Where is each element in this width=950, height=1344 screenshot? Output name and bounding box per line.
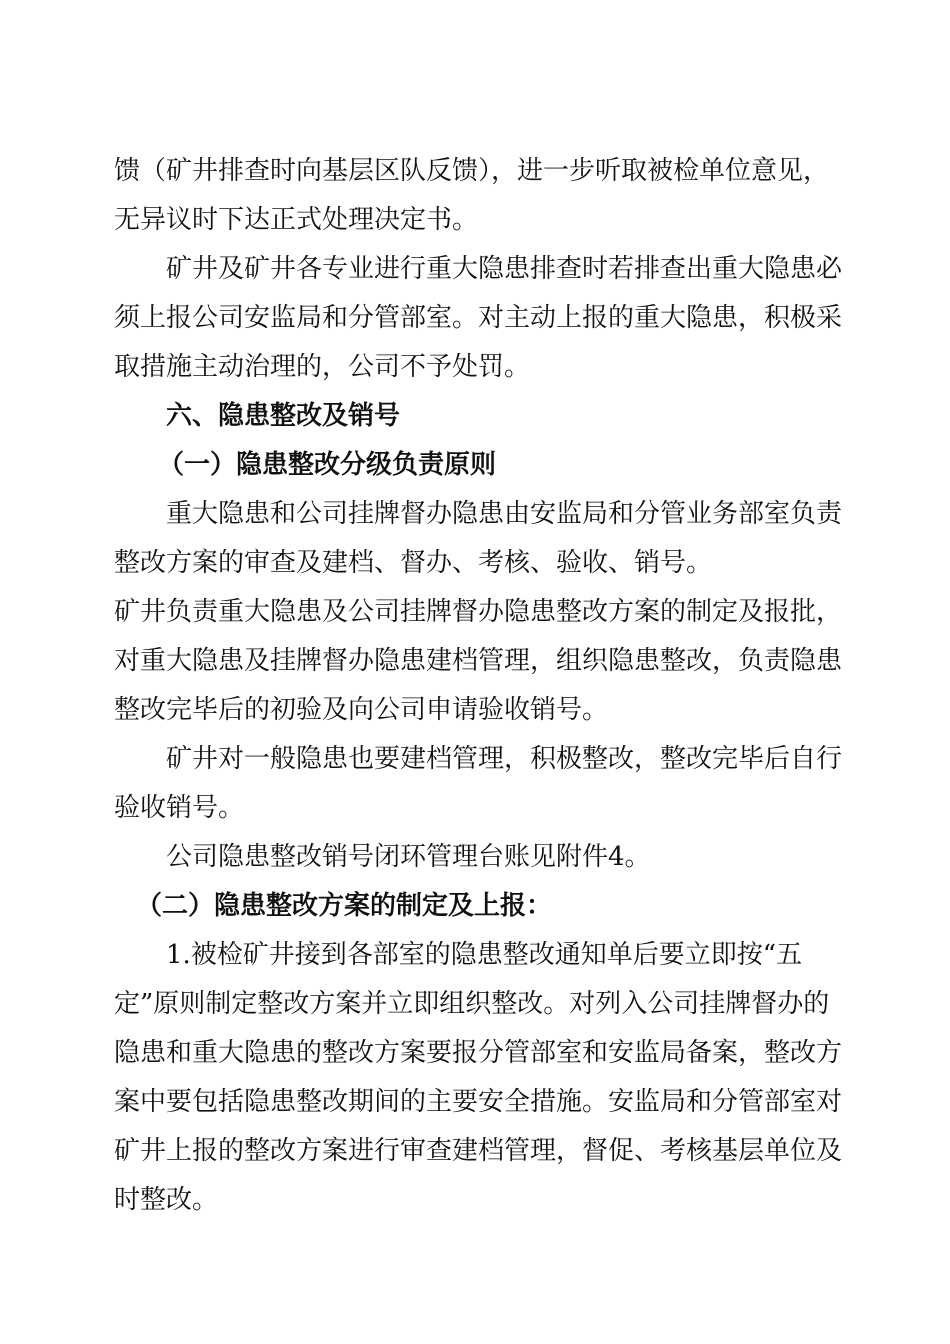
body-text-line: 取措施主动治理的，公司不予处罚。	[114, 352, 531, 382]
subsection-heading: （一）隐患整改分级负责原则	[158, 450, 497, 480]
body-text-line: 定”原则制定整改方案并立即组织整改。对列入公司挂牌督办的	[114, 989, 830, 1019]
body-text-line: 矿井及矿井各专业进行重大隐患排查时若排查出重大隐患必	[166, 254, 843, 284]
body-text-line: 矿井上报的整改方案进行审查建档管理，督促、考核基层单位及	[114, 1136, 843, 1166]
body-text-line: 矿井负责重大隐患及公司挂牌督办隐患整改方案的制定及报批，	[114, 597, 843, 627]
body-text-line: 整改完毕后的初验及向公司申请验收销号。	[114, 695, 609, 725]
body-text-line: 矿井对一般隐患也要建档管理，积极整改，整改完毕后自行	[166, 744, 843, 774]
body-text-line: 无异议时下达正式处理决定书。	[114, 205, 479, 235]
body-text-line: 对重大隐患及挂牌督办隐患建档管理，组织隐患整改，负责隐患	[114, 646, 843, 676]
body-text-line: 整改方案的审查及建档、督办、考核、验收、销号。	[114, 548, 713, 578]
body-text-line: 须上报公司安监局和分管部室。对主动上报的重大隐患，积极采	[114, 303, 843, 333]
body-text-line: 案中要包括隐患整改期间的主要安全措施。安监局和分管部室对	[114, 1087, 843, 1117]
body-text-line: 公司隐患整改销号闭环管理台账见附件4。	[166, 842, 651, 872]
subsection-heading: （二）隐患整改方案的制定及上报：	[136, 891, 553, 921]
body-text-line: 时整改。	[114, 1185, 219, 1215]
body-text-line: 馈（矿井排查时向基层区队反馈），进一步听取被检单位意见，	[114, 156, 830, 186]
section-heading: 六、隐患整改及销号	[166, 401, 401, 431]
body-text-line: 验收销号。	[114, 793, 245, 823]
body-text-line: 重大隐患和公司挂牌督办隐患由安监局和分管业务部室负责	[166, 499, 843, 529]
body-text-line: 隐患和重大隐患的整改方案要报分管部室和安监局备案，整改方	[114, 1038, 843, 1068]
body-text-line: 1.被检矿井接到各部室的隐患整改通知单后要立即按“五	[166, 940, 803, 970]
